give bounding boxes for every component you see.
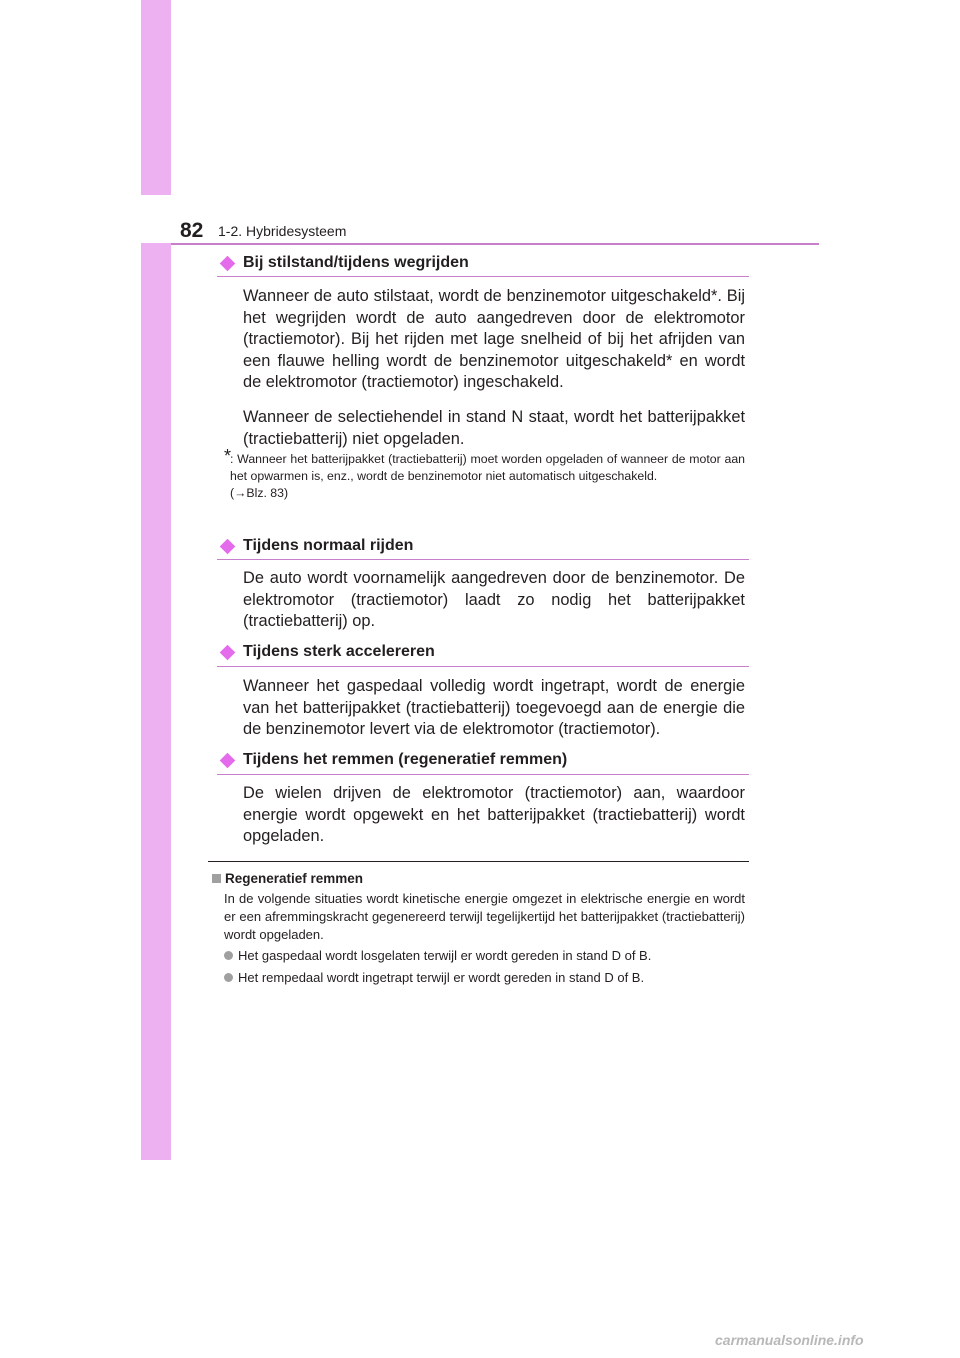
paragraph: Wanneer de auto stilstaat, wordt de benzinemotor uitgeschakeld*. Bij het wegrijden wordt de auto aangedreven door de elektromotor (tractiemotor). Bij het rijden met lage snelheid of bij het afrijden van een flauwe helling wordt de benzinemotor uitgeschakeld* en wordt de elektromotor (tractiemotor) ingeschakeld. bbox=[243, 287, 745, 392]
side-tab-gap bbox=[141, 195, 171, 243]
paragraph: Wanneer het gaspedaal volledig wordt ingetrapt, wordt de energie van het batterijpakket (tractiebatterij) toegevoegd aan de energie die de benzinemotor levert via de elektromotor (tractiemotor). bbox=[243, 677, 745, 739]
paragraph: De wielen drijven de elektromotor (tractiemotor) aan, waardoor energie wordt opgewekt en het batterijpakket (tractiebatterij) wordt opgeladen. bbox=[243, 784, 745, 846]
side-tab-bar bbox=[141, 0, 171, 1160]
diamond-bullet-icon bbox=[220, 255, 236, 271]
section-heading-remmen bbox=[217, 751, 567, 769]
circle-bullet-icon bbox=[224, 951, 233, 960]
page-number: 82 bbox=[180, 219, 204, 242]
section-rule bbox=[217, 666, 749, 667]
list-item bbox=[224, 969, 644, 987]
watermark: carmanualsonline.info bbox=[715, 1332, 864, 1348]
section-rule bbox=[217, 774, 749, 775]
section-rule bbox=[217, 559, 749, 560]
info-rule bbox=[208, 861, 749, 862]
section-heading-normaal bbox=[217, 537, 413, 555]
section-rule bbox=[217, 276, 749, 277]
paragraph: Wanneer de selectiehendel in stand N staat, wordt het batterijpakket (tractiebatterij) niet opgeladen. bbox=[243, 408, 745, 448]
section-heading-text: Bij stilstand/tijdens wegrijden bbox=[243, 254, 469, 271]
footnote-text: : Wanneer het batterijpakket (tractiebatterij) moet worden opgeladen of wanneer de motor aan het opwarmen is, enz., wordt de benzinemotor niet automatisch uitgeschakeld. bbox=[230, 452, 745, 483]
section-heading-text: Tijdens het remmen (regeneratief remmen) bbox=[243, 751, 568, 768]
section-heading-stilstand bbox=[217, 254, 469, 272]
header-rule bbox=[171, 243, 819, 245]
chapter-title: 1-2. Hybridesysteem bbox=[218, 223, 347, 239]
diamond-bullet-icon bbox=[220, 538, 236, 554]
list-item-text: Het rempedaal wordt ingetrapt terwijl er wordt gereden in stand D of B. bbox=[238, 970, 645, 985]
info-text: In de volgende situaties wordt kinetische energie omgezet in elektrische energie en wordt er een afremmingskracht gegenereerd terwijl tegelijkertijd het batterijpakket (tractiebatterij) wordt opgeladen. bbox=[224, 891, 745, 942]
section-heading-accelereren bbox=[217, 643, 435, 661]
section-heading-text: Tijdens sterk accelereren bbox=[243, 643, 435, 660]
list-item bbox=[224, 947, 651, 965]
footnote bbox=[224, 446, 745, 501]
circle-bullet-icon bbox=[224, 973, 233, 982]
section-heading-text: Tijdens normaal rijden bbox=[243, 537, 414, 554]
info-heading-text: Regeneratief remmen bbox=[225, 871, 364, 886]
diamond-bullet-icon bbox=[220, 752, 236, 768]
square-bullet-icon bbox=[212, 874, 221, 883]
asterisk-icon: * bbox=[224, 446, 232, 466]
list-item-text: Het gaspedaal wordt losgelaten terwijl er wordt gereden in stand D of B. bbox=[238, 948, 652, 963]
info-heading bbox=[212, 871, 363, 886]
diamond-bullet-icon bbox=[220, 644, 236, 660]
paragraph: De auto wordt voornamelijk aangedreven door de benzinemotor. De elektromotor (tractiemotor) laadt zo nodig het batterijpakket (tractiebatterij) op. bbox=[243, 569, 745, 631]
footnote-page-ref: (→Blz. 83) bbox=[230, 485, 289, 500]
